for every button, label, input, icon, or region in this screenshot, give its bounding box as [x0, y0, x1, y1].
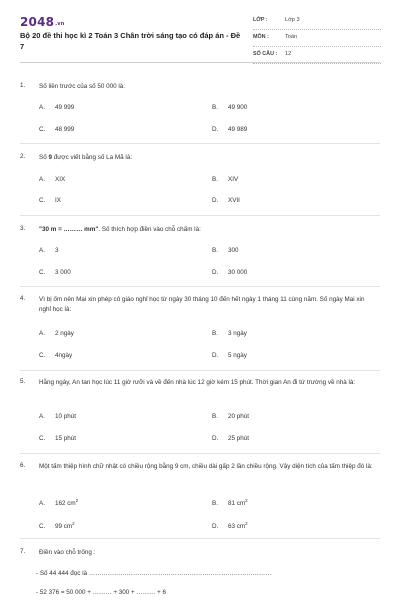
question-text: Số 9 được viết bằng số La Mã là:: [39, 154, 133, 161]
option-a[interactable]: A. 3: [39, 247, 59, 254]
option-d[interactable]: D. 49 989: [212, 126, 248, 133]
option-a[interactable]: A. 162 $cm^2$: [39, 498, 79, 507]
option-a[interactable]: A. 2 ngày: [39, 330, 74, 337]
option-c[interactable]: C. 3 000: [39, 269, 71, 276]
question-text: Số liền trước của số 50 000 là:: [39, 83, 126, 90]
meta-value: Lớp 3: [285, 17, 300, 23]
option-d[interactable]: D. 5 ngày: [212, 352, 247, 359]
logo-main: 2048: [20, 15, 55, 29]
question-text: Vì bị ốm nên Mai xin phép cô giáo nghỉ học từ ngày 30 tháng 10 đến hết ngày 1 tháng 11 cùng năm. Số ngày Mai xin nghỉ học là:: [39, 296, 365, 313]
document-title: Bộ 20 đề thi học kì 2 Toán 3 Chân trời sáng tạo có đáp án - Đề 7: [20, 31, 241, 51]
option-c[interactable]: C. 48 999: [39, 126, 75, 133]
option-c[interactable]: C. 99 $cm^2$: [39, 521, 75, 530]
question-number: 6.: [20, 462, 26, 469]
meta-label: SỐ CÂU :: [253, 51, 278, 57]
question-text: Một tấm thiệp hình chữ nhật có chiều rộng bằng 9 cm, chiều dài gấp 2 lần chiều rộng. Vậy diện tích của tấm thiệp đó là:: [39, 463, 373, 470]
meta-row-class: [253, 14, 381, 30]
meta-label: LỚP :: [253, 17, 268, 23]
option-c[interactable]: C. 4ngày: [39, 352, 73, 359]
question-divider: [20, 215, 380, 216]
option-a[interactable]: A. XIX: [39, 176, 66, 183]
question-text: Hằng ngày, An tan học lúc 11 giờ rưỡi và về đến nhà lúc 12 giờ kém 15 phút. Thời gian An đi từ trường về nhà là:: [39, 379, 356, 386]
meta-value: Toán: [285, 34, 298, 40]
meta-value: 12: [285, 51, 292, 57]
option-b[interactable]: B. XIV: [212, 176, 239, 183]
question-divider: [20, 453, 380, 454]
fill-line-1[interactable]: - Số 44 444 đọc là ……………………………………………………………………………: [36, 570, 272, 577]
option-b[interactable]: B. 49 900: [212, 104, 248, 111]
question-number: 1.: [20, 82, 26, 89]
question-divider: [20, 143, 380, 144]
meta-row-subject: [253, 31, 381, 47]
option-c[interactable]: C. IX: [39, 197, 61, 204]
site-logo[interactable]: [20, 15, 65, 29]
question-number: 2.: [20, 153, 26, 160]
option-d[interactable]: D. 30 000: [212, 269, 248, 276]
fill-line-2[interactable]: - 52 376 = 50 000 + ……… + 300 + ……… + 6: [36, 589, 167, 596]
question-text: "30 m = ……… mm". Số thích hợp điền vào chỗ chấm là:: [39, 226, 201, 233]
option-d[interactable]: D. XVII: [212, 197, 240, 204]
option-b[interactable]: B. 81 $cm^2$: [212, 498, 248, 507]
meta-box: [253, 14, 381, 65]
option-b[interactable]: B. 20 phút: [212, 413, 250, 420]
option-b[interactable]: B. 300: [212, 247, 239, 254]
option-c[interactable]: C. 15 phút: [39, 435, 77, 442]
option-d[interactable]: D. 63 $cm^2$: [212, 521, 248, 530]
option-d[interactable]: D. 25 phút: [212, 435, 250, 442]
option-a[interactable]: A. 10 phút: [39, 413, 77, 420]
question-number: 5.: [20, 378, 26, 385]
header-divider: [20, 62, 380, 63]
option-a[interactable]: A. 49 999: [39, 104, 75, 111]
question-divider: [20, 538, 380, 539]
question-divider: [20, 286, 380, 287]
question-number: 3.: [20, 225, 26, 232]
meta-label: MÔN :: [253, 34, 269, 40]
question-number: 7.: [20, 548, 26, 555]
question-divider: [20, 370, 380, 371]
question-number: 4.: [20, 295, 26, 302]
question-text: Điền vào chỗ trống :: [39, 549, 96, 556]
logo-suffix: .vn: [55, 21, 65, 27]
option-b[interactable]: B. 3 ngày: [212, 330, 247, 337]
